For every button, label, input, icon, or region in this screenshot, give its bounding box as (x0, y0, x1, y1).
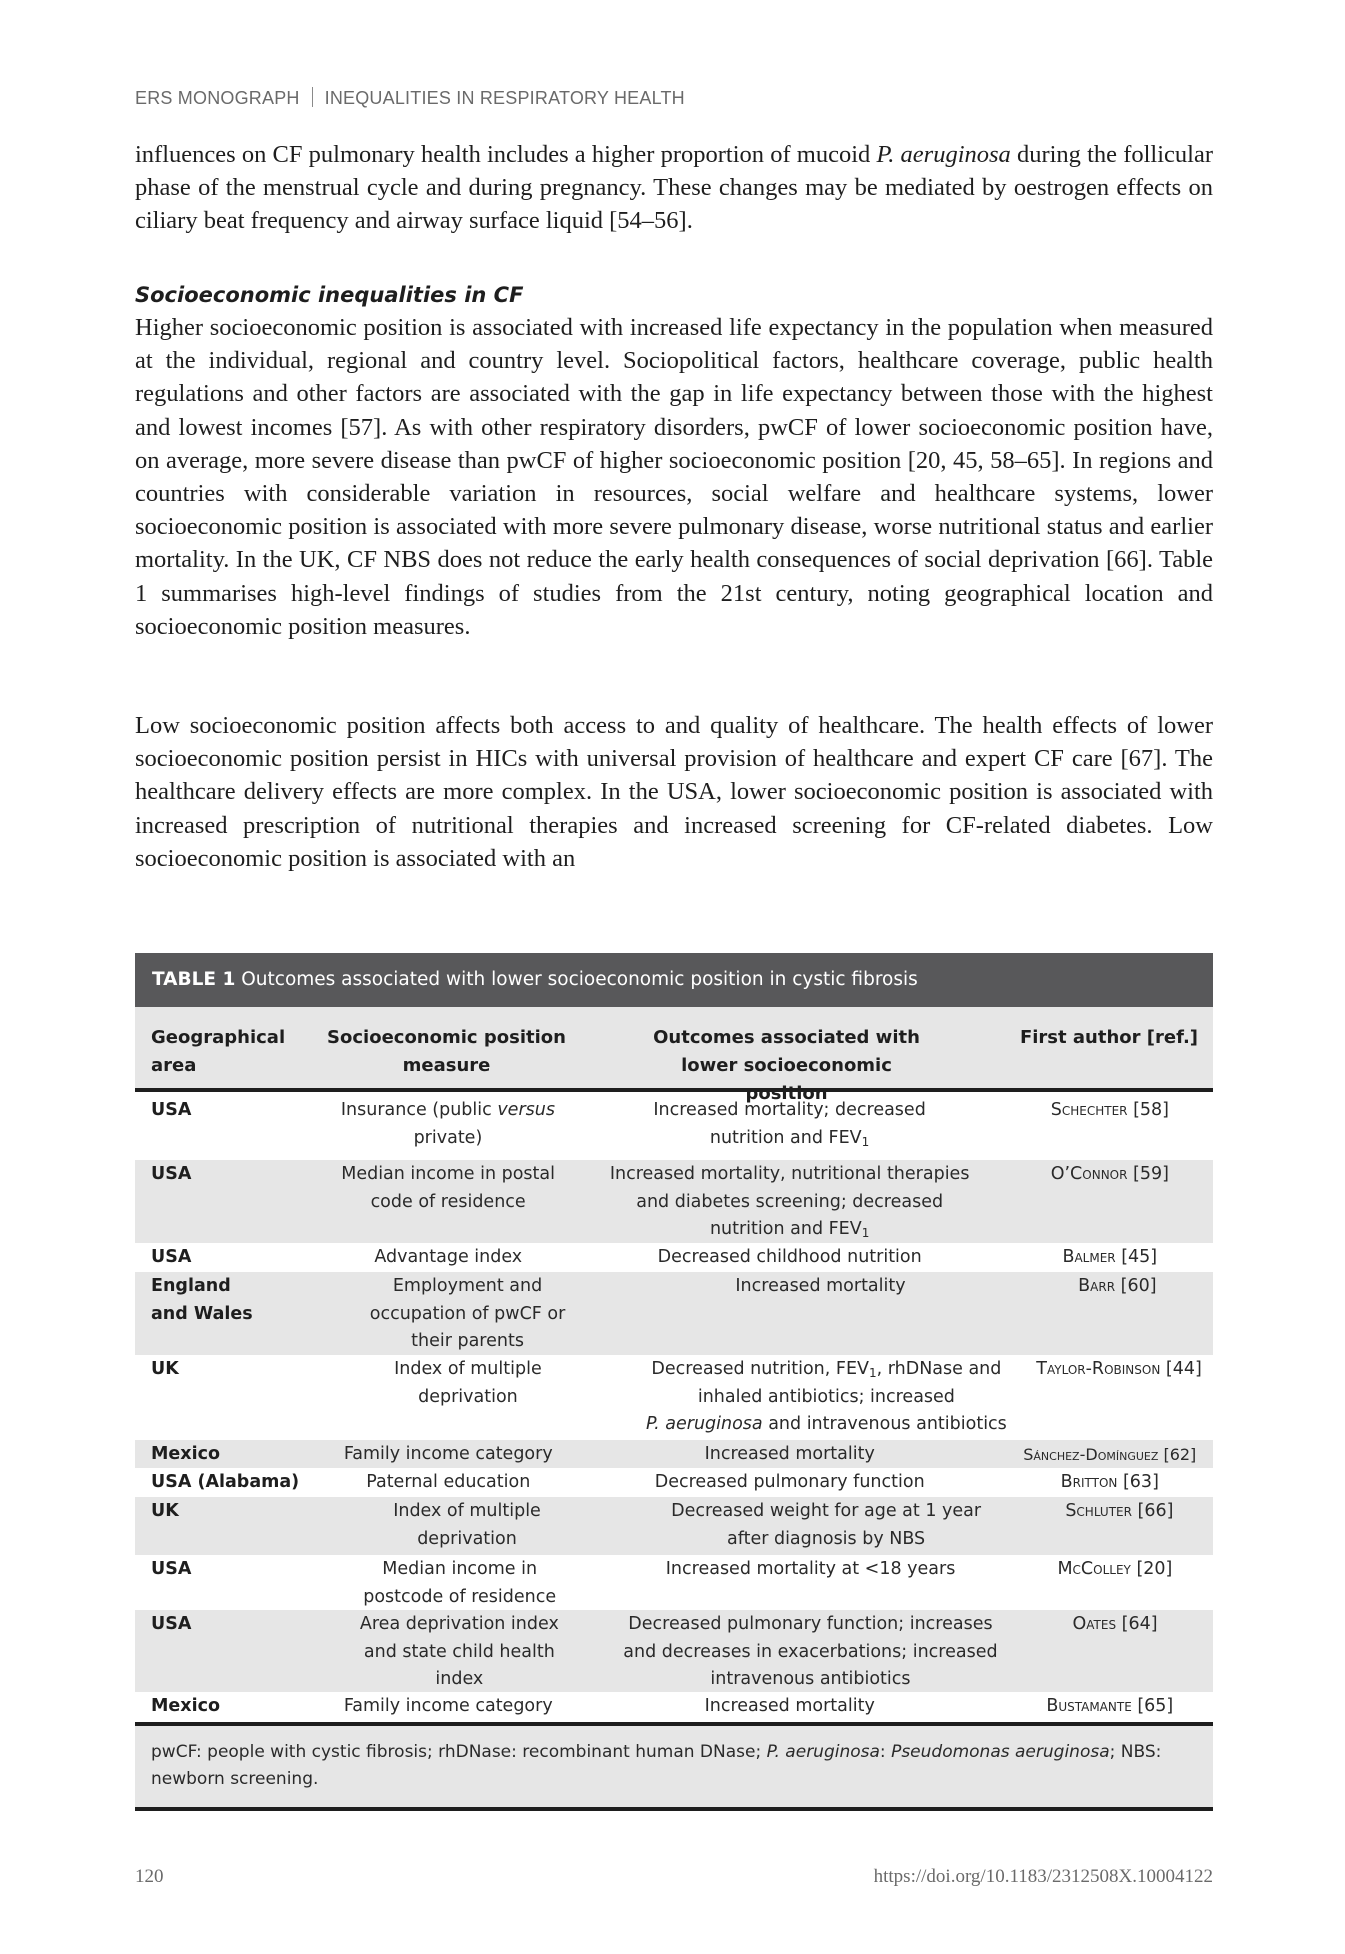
table-row (135, 1468, 1213, 1497)
cell-measure: Advantage index (374, 1247, 523, 1267)
cell-outcome: Increased mortality (735, 1276, 906, 1296)
cell-area: England and Wales (151, 1276, 253, 1324)
cell-author: Britton [63] (1060, 1472, 1159, 1492)
cell-outcome: Increased mortality (704, 1696, 875, 1716)
cell-author: Schluter [66] (1065, 1501, 1174, 1521)
cell-outcome: Decreased nutrition, $FEV_1$, rhDNase and inhaled antibiotics; increased P. aeruginosa and intravenous antibiotics (645, 1359, 1007, 1434)
cell-author: Bustamante [65] (1046, 1696, 1174, 1716)
paragraph-2: Higher socioeconomic position is associated with increased life expectancy in the population when measured at the individual, regional and country level. Sociopolitical factors, healthcare coverage, public health regulations and other factors are associated with the gap in life expectancy between those with the highest and lowest incomes [57]. As with other respiratory disorders, pwCF of lower socioeconomic position have, on average, more severe disease than pwCF of higher socioeconomic position [20, 45, 58–65]. In regions and countries with considerable variation in resources, social welfare and healthcare systems, lower socioeconomic position is associated with more severe pulmonary disease, worse nutritional status and earlier mortality. In the UK, CF NBS does not reduce the early health consequences of social deprivation [66]. Table 1 summarises high-level findings of studies from the 21st century, noting geographical location and socioeconomic position measures. (135, 314, 1213, 640)
table-row (135, 1555, 1213, 1610)
table-label: TABLE 1 (152, 969, 236, 990)
cell-author: Oates [64] (1072, 1614, 1158, 1634)
cell-measure: Index of multiple deprivation (394, 1359, 542, 1407)
paragraph-3: Low socioeconomic position affects both access to and quality of healthcare. The health effects of lower socioeconomic position persist in HICs with universal provision of healthcare and expert CF care [67]. The healthcare delivery effects are more complex. In the USA, lower socioeconomic position is associated with increased prescription of nutritional therapies and increased screening for CF-related diabetes. Low socioeconomic position is associated with an (135, 712, 1213, 872)
cell-author: McColley [20] (1057, 1559, 1173, 1579)
cell-area: USA (151, 1164, 192, 1184)
cell-area: USA (151, 1559, 192, 1579)
section-heading: Socioeconomic inequalities in CF (135, 283, 524, 307)
species-name: P. aeruginosa (876, 141, 1011, 168)
cell-author: Sánchez-Domínguez [62] (1023, 1445, 1197, 1464)
column-header-measure: Socioeconomic position measure (327, 1027, 566, 1076)
table-row (135, 1160, 1213, 1243)
cell-area: USA (151, 1614, 192, 1634)
column-header-author: First author [ref.] (1019, 1027, 1199, 1048)
cell-outcome: Increased mortality at <18 years (665, 1559, 956, 1579)
cell-outcome: Decreased weight for age at 1 year after diagnosis by NBS (671, 1501, 982, 1549)
table-row (135, 1355, 1213, 1440)
cell-outcome: Decreased childhood nutrition (657, 1247, 922, 1267)
cell-outcome: Increased mortality; decreased nutrition and $FEV_1$ (653, 1100, 926, 1149)
table-row (135, 1692, 1213, 1722)
cell-measure: Family income category (343, 1696, 553, 1716)
cell-area: Mexico (151, 1696, 220, 1716)
cell-measure: Median income in postcode of residence (363, 1559, 557, 1607)
cell-area: Mexico (151, 1444, 220, 1464)
cell-author: O’Connor [59] (1050, 1164, 1169, 1184)
paragraph-1-text-end: during the follicular phase of the menstrual cycle and during pregnancy. These changes may be mediated by oestrogen effects on ciliary beat frequency and airway surface liquid [54–56]. (135, 141, 1213, 235)
cell-measure: Area deprivation index and state child health index (359, 1614, 559, 1689)
column-header-area: Geographical area (151, 1027, 286, 1076)
paragraph-1-text: influences on CF pulmonary health includes a higher proportion of mucoid (135, 141, 877, 168)
cell-area: USA (Alabama) (151, 1472, 300, 1492)
column-header-outcomes: Outcomes associated with lower socioeconomic position (653, 1027, 920, 1104)
cell-measure: Index of multiple deprivation (393, 1501, 541, 1549)
cell-measure: Family income category (343, 1444, 553, 1464)
table-caption: Outcomes associated with lower socioeconomic position in cystic fibrosis (241, 969, 918, 990)
cell-outcome: Decreased pulmonary function; increases and decreases in exacerbations; increased intravenous antibiotics (623, 1614, 998, 1689)
cell-measure: Paternal education (366, 1472, 531, 1492)
cell-outcome: Decreased pulmonary function (654, 1472, 925, 1492)
doi-link[interactable]: https://doi.org/10.1183/2312508X.10004122 (873, 1866, 1213, 1887)
cell-area: UK (151, 1359, 179, 1379)
table-row (135, 1610, 1213, 1692)
cell-author: Schechter [58] (1050, 1100, 1169, 1120)
table-footnote: pwCF: people with cystic fibrosis; rhDNase: recombinant human DNase; P. aeruginosa: Pseudomonas aeruginosa; NBS: newborn screening. (135, 1722, 1213, 1811)
cell-measure: Median income in postal code of residence (341, 1164, 555, 1212)
table-row (135, 1440, 1213, 1468)
cell-author: Barr [60] (1078, 1276, 1157, 1296)
cell-outcome: Increased mortality (704, 1444, 875, 1464)
table-title (135, 953, 1213, 1007)
table-header-row (135, 1007, 1213, 1104)
table-row (135, 1272, 1213, 1355)
cell-outcome: Increased mortality, nutritional therapies and diabetes screening; decreased nutrition and $FEV_1$ (609, 1164, 970, 1240)
cell-author: Balmer [45] (1062, 1247, 1158, 1267)
cell-area: USA (151, 1100, 192, 1120)
page-number: 120 (135, 1866, 164, 1887)
table-1 (135, 953, 1213, 1811)
cell-measure: Employment and occupation of pwCF or their parents (369, 1276, 566, 1351)
table-row (135, 1497, 1213, 1555)
running-head-series: ERS MONOGRAPH (135, 88, 300, 108)
cell-author: Taylor-Robinson [44] (1036, 1359, 1202, 1379)
cell-area: USA (151, 1247, 192, 1267)
paragraph-1 (135, 138, 1213, 238)
running-head-title: INEQUALITIES IN RESPIRATORY HEALTH (324, 88, 685, 108)
running-head (135, 87, 685, 109)
table-row (135, 1092, 1213, 1160)
running-head-divider (312, 87, 313, 107)
cell-measure: Insurance (public versus private) (340, 1100, 555, 1148)
cell-area: UK (151, 1501, 179, 1521)
table-row (135, 1243, 1213, 1272)
